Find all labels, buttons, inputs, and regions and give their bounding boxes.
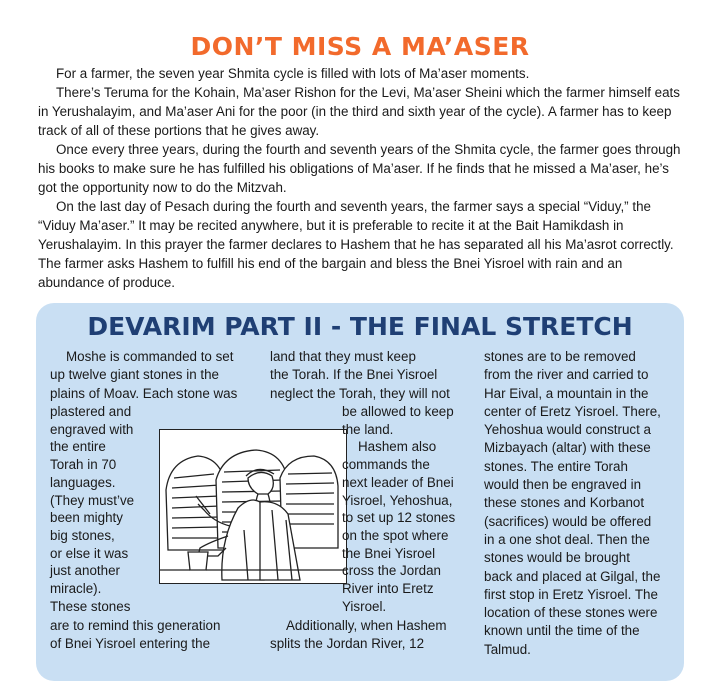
text-line: plains of Moav. Each stone was xyxy=(50,385,238,401)
column-2-bottom xyxy=(270,617,447,654)
text-line: splits the Jordan River, 12 xyxy=(270,636,425,652)
text-line: These stones xyxy=(50,598,131,614)
text-line: of Bnei Yisroel entering the xyxy=(50,636,211,652)
text-line: Torah in 70 xyxy=(50,457,117,473)
paragraph: There’s Teruma for the Kohain, Ma’aser Rishon for the Levi, Ma’aser Sheini which the farmer himself eats in Yerushalayim, and Ma’aser Ani for the poor (in the third and sixth year of the cycle). A farmer has to keep track of all of these portions that he gives away. xyxy=(38,85,680,138)
text-line: the land. xyxy=(342,421,394,437)
text-line: next leader of Bnei xyxy=(342,474,454,490)
column-1-bottom xyxy=(50,617,220,654)
paragraph: On the last day of Pesach during the fourth and seventh years, the farmer says a special “Viduy,” the “Viduy Ma’aser.” It may be recited anywhere, but it is preferable to recite it at the Bait Hamikdash in Yerushalayim. In this prayer the farmer declares to Hashem that he has separated all his Ma’asrot correctly. The farmer asks Hashem to fulfill his end of the bargain and bless the Bnei Yisroel with rain and an abundance of produce. xyxy=(38,199,674,290)
text-line: Additionally, when Hashem xyxy=(286,618,447,633)
column-1-side xyxy=(50,403,134,615)
text-line: to set up 12 stones xyxy=(342,510,456,526)
text-line: Talmud. xyxy=(484,641,531,657)
text-line: commands the xyxy=(342,457,430,473)
column-1-top xyxy=(50,348,237,403)
text-line: River into Eretz xyxy=(342,581,434,597)
intro-text xyxy=(38,64,690,292)
text-line: been mighty xyxy=(50,510,123,526)
text-line: up twelve giant stones in the xyxy=(50,367,219,383)
text-line: back and placed at Gilgal, the xyxy=(484,568,661,584)
stones-illustration xyxy=(159,429,347,584)
text-line: or else it was xyxy=(50,545,129,561)
text-line: (They must’ve xyxy=(50,492,135,508)
text-line: these stones and Korbanot xyxy=(484,495,645,511)
text-line: plastered and xyxy=(50,404,132,419)
text-line: Yehoshua would construct a xyxy=(484,422,652,438)
text-line: the Bnei Yisroel xyxy=(342,545,436,561)
column-3 xyxy=(484,348,661,659)
text-line: stones. The entire Torah xyxy=(484,458,628,474)
text-line: be allowed to keep xyxy=(342,404,454,419)
text-line: stones would be brought xyxy=(484,550,630,566)
engraving-man-icon xyxy=(160,430,346,583)
column-2-top xyxy=(270,348,450,403)
text-line: are to remind this generation xyxy=(50,618,221,633)
paragraph: For a farmer, the seven year Shmita cycle is filled with lots of Ma’aser moments. xyxy=(56,66,530,81)
text-line: neglect the Torah, they will not xyxy=(270,385,450,401)
text-line: Har Eival, a mountain in the xyxy=(484,385,649,401)
text-line: just another xyxy=(50,563,120,579)
text-line: on the spot where xyxy=(342,527,449,543)
text-line: Yisroel, Yehoshua, xyxy=(342,492,453,508)
text-line: Yisroel. xyxy=(342,598,387,614)
text-line: Hashem also xyxy=(358,439,437,455)
text-line: the entire xyxy=(50,439,106,455)
text-line: engraved with xyxy=(50,421,134,437)
text-line: stones are to be removed xyxy=(484,349,636,364)
text-line: location of these stones were xyxy=(484,605,658,621)
text-line: known until the time of the xyxy=(484,623,640,639)
article-title: DON’T MISS A MA’ASER xyxy=(190,32,530,61)
text-line: from the river and carried to xyxy=(484,367,649,383)
text-line: land that they must keep xyxy=(270,349,416,364)
column-2-side xyxy=(342,403,455,615)
text-line: languages. xyxy=(50,474,116,490)
text-line: big stones, xyxy=(50,527,115,543)
text-line: center of Eretz Yisroel. There, xyxy=(484,403,661,419)
section-title: DEVARIM PART II - THE FINAL STRETCH xyxy=(87,312,633,341)
text-line: (sacrifices) would be offered xyxy=(484,513,652,529)
text-line: would then be engraved in xyxy=(484,477,642,493)
text-line: first stop in Eretz Yisroel. The xyxy=(484,586,658,602)
text-line: miracle). xyxy=(50,581,102,597)
text-line: in a one shot deal. Then the xyxy=(484,531,650,547)
text-line: Mizbayach (altar) with these xyxy=(484,440,651,456)
text-line: Moshe is commanded to set xyxy=(66,349,234,364)
text-line: cross the Jordan xyxy=(342,563,441,579)
paragraph: Once every three years, during the fourth and seventh years of the Shmita cycle, the farmer goes through his books to make sure he has fulfilled his obligations of Ma’aser. If he finds that he missed a Ma’aser, he’s got the opportunity now to do the Mitzvah. xyxy=(38,142,681,195)
text-line: the Torah. If the Bnei Yisroel xyxy=(270,367,438,383)
